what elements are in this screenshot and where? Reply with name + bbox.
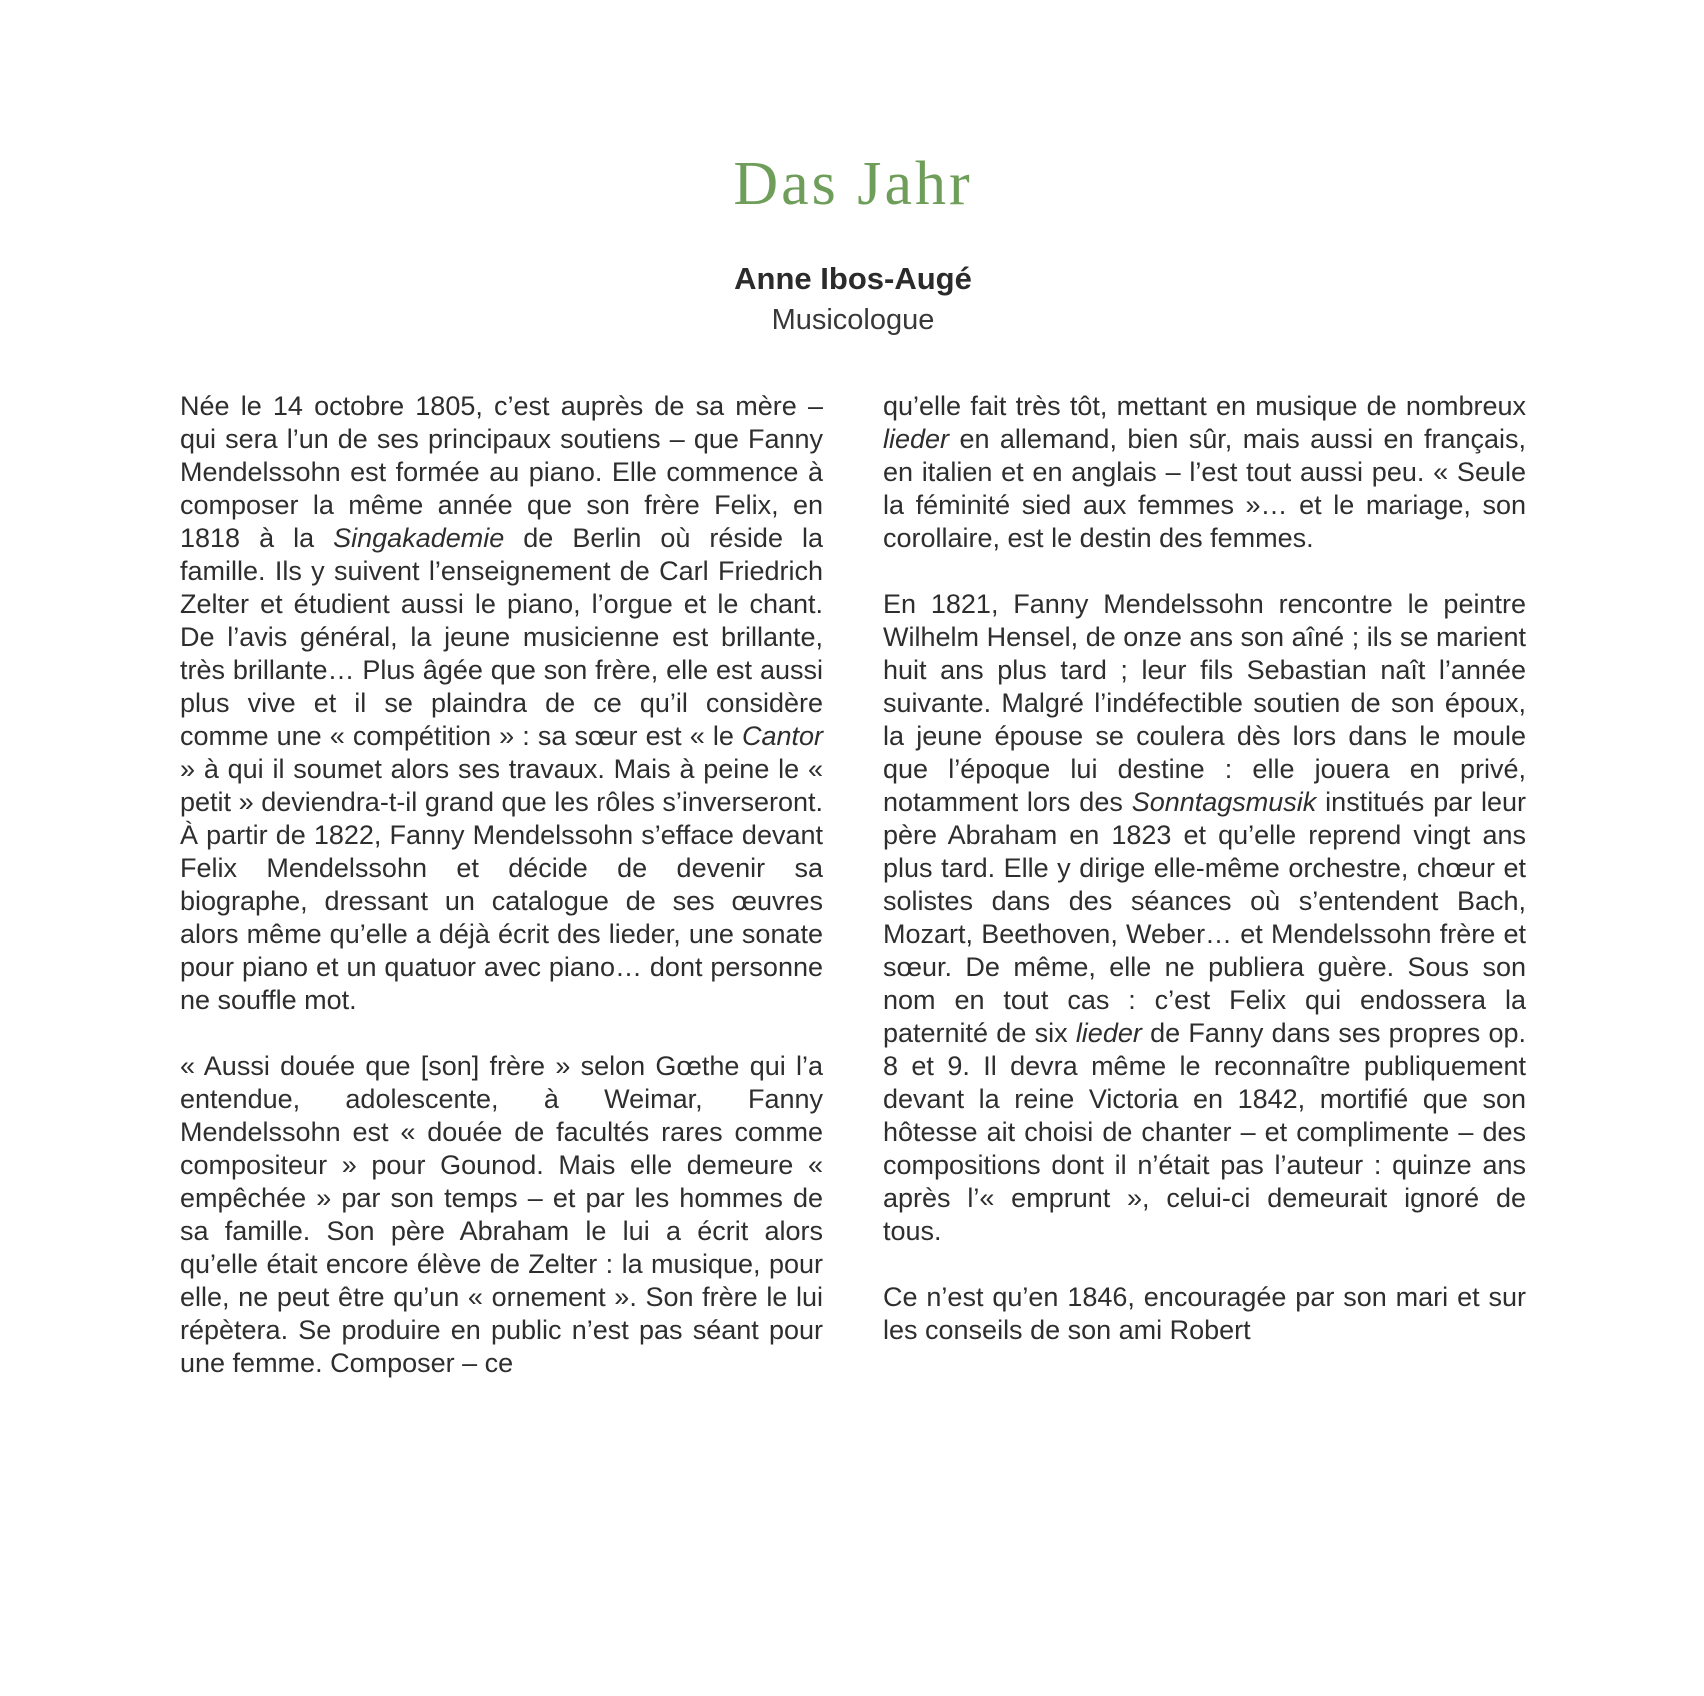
text-run: institués par leur père Abraham en 1823 et qu’elle reprend vingt ans plus tard. Elle y dirige elle-même orchestre, chœur et solistes dans des séances où s’entendent Bach, Mozart, Beethoven, Weber… et Mendelssohn frère et sœur. De même, elle ne publiera guère. Sous son nom en tout cas : c’est Felix qui endossera la paternité de six — [883, 787, 1526, 1048]
text-run: En 1821, Fanny Mendelssohn rencontre le peintre Wilhelm Hensel, de onze ans son aîné ; ils se marient huit ans plus tard ; leur fils Sebastian naît l’année suivante. Malgré l’indéfectible soutien de son époux, la jeune épouse se coulera dès lors dans le moule que l’époque lui destine : elle jouera en privé, notamment lors des — [883, 589, 1526, 817]
text-column-left — [180, 390, 823, 1413]
author-name: Anne Ibos-Augé — [734, 261, 972, 296]
text-run: qu’elle fait très tôt, mettant en musique de nombreux — [883, 391, 1526, 421]
text-run: Ce n’est qu’en 1846, encouragée par son mari et sur les conseils de son ami Robert — [883, 1282, 1526, 1345]
author-role: Musicologue — [771, 304, 935, 336]
article-body — [180, 390, 1526, 1413]
text-run: de Berlin où réside la famille. Ils y suivent l’enseignement de Carl Friedrich Zelter et étudient aussi le piano, l’orgue et le chant. De l’avis général, la jeune musicienne est brillante, très brillante… Plus âgée que son frère, elle est aussi plus vive et il se plaindra de ce qu’il considère comme une « compétition » : sa sœur est « le — [180, 523, 823, 751]
text-run: » à qui il soumet alors ses travaux. Mais à peine le « petit » deviendra-t-il grand que les rôles s’inverseront. À partir de 1822, Fanny Mendelssohn s’efface devant Felix Mendelssohn et décide de devenir sa biographe, dressant un catalogue de ses œuvres alors même qu’elle a déjà écrit des lieder, une sonate pour piano et un quatuor avec piano… dont personne ne souffle mot. — [180, 754, 823, 1015]
paragraph — [180, 390, 823, 1017]
text-run: en allemand, bien sûr, mais aussi en français, en italien et en anglais – l’est tout aussi peu. « Seule la féminité sied aux femmes »… et le mariage, son corollaire, est le destin des femmes. — [883, 424, 1526, 553]
text-run: Née le 14 octobre 1805, c’est auprès de sa mère – qui sera l’un de ses principaux soutiens – que Fanny Mendelssohn est formée au piano. Elle commence à composer la même année que son frère Felix, en 1818 à la — [180, 391, 823, 553]
paragraph — [883, 588, 1526, 1248]
italic-run: Singakademie — [333, 523, 505, 553]
paragraph — [883, 1281, 1526, 1347]
text-run: « Aussi douée que [son] frère » selon Gœthe qui l’a entendue, adolescente, à Weimar, Fanny Mendelssohn est « douée de facultés rares comme compositeur » pour Gounod. Mais elle demeure « empêchée » par son temps – et par les hommes de sa famille. Son père Abraham le lui a écrit alors qu’elle était encore élève de Zelter : la musique, pour elle, ne peut être qu’un « ornement ». Son frère le lui répètera. Se produire en public n’est pas séant pour une femme. Composer – ce — [180, 1051, 823, 1378]
paragraph — [883, 390, 1526, 555]
text-column-right — [883, 390, 1526, 1413]
italic-run: lieder — [883, 424, 950, 454]
text-run: de Fanny dans ses propres op. 8 et 9. Il devra même le reconnaître publiquement devant la reine Victoria en 1842, mortifié que son hôtesse ait choisi de chanter – et complimente – des compositions dont il n’était pas l’auteur : quinze ans après l’« emprunt », celui-ci demeurait ignoré de tous. — [883, 1018, 1526, 1246]
italic-run: Cantor — [741, 721, 823, 751]
paragraph — [180, 1050, 823, 1380]
italic-run: lieder — [1075, 1018, 1142, 1048]
italic-run: Sonntagsmusik — [1131, 787, 1317, 817]
page-title: Das Jahr — [733, 150, 973, 218]
